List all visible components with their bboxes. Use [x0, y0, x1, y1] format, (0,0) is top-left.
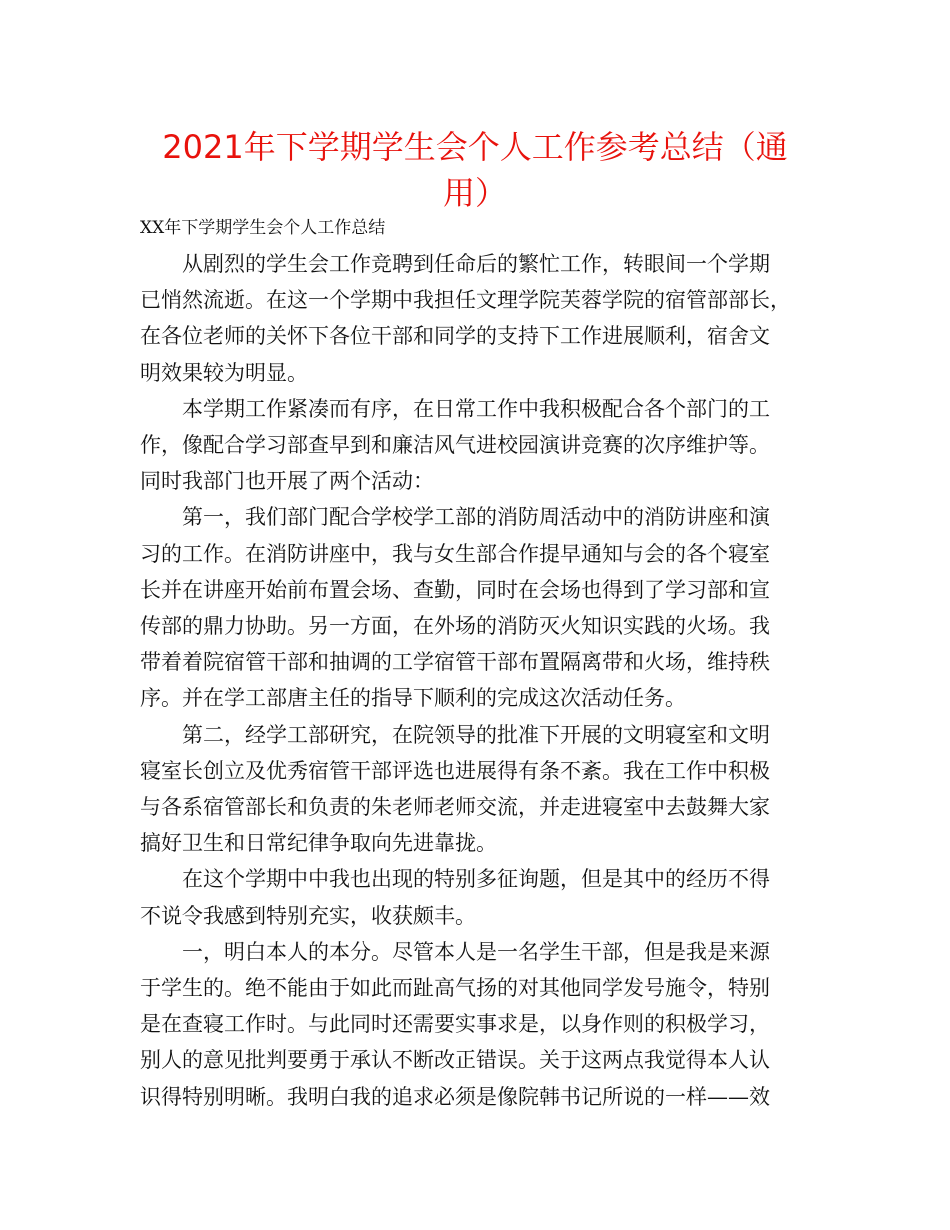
paragraph-line: 长并在讲座开始前布置会场、查勤，同时在会场也得到了学习部和宣	[140, 577, 770, 602]
paragraph-line: 识得特别明晰。我明白我的追求必须是像院韩书记所说的一样——效	[140, 1084, 770, 1109]
paragraph-line: 习的工作。在消防讲座中，我与女生部合作提早通知与会的各个寝室	[140, 541, 770, 566]
paragraph-line: 是在查寝工作时。与此同时还需要实事求是，以身作则的积极学习，	[140, 1012, 770, 1037]
paragraph-line: 在这个学期中中我也出现的特别多征询题，但是其中的经历不得	[182, 867, 770, 892]
paragraph-line: 与各系宿管部长和负责的朱老师老师交流，并走进寝室中去鼓舞大家	[140, 795, 770, 820]
paragraph-line: 不说令我感到特别充实，收获颇丰。	[140, 903, 476, 928]
paragraph-line: 从剧烈的学生会工作竞聘到任命后的繁忙工作，转眼间一个学期	[182, 252, 770, 276]
paragraph-line: 第一，我们部门配合学校学工部的消防周活动中的消防讲座和演	[182, 505, 770, 530]
paragraph-line: 明效果较为明显。	[140, 360, 308, 385]
body-paragraph	[140, 499, 812, 716]
paragraph-line: 别人的意见批判要勇于承认不断改正错误。关于这两点我觉得本人认	[140, 1048, 770, 1073]
body-paragraph	[140, 861, 812, 933]
document-title-line-1: 2021年下学期学生会个人工作参考总结（通	[162, 128, 788, 166]
paragraph-line: 一，明白本人的本分。尽管本人是一名学生干部，但是我是来源	[182, 939, 770, 964]
body-paragraph	[140, 934, 812, 1115]
document-title-line-2: 用）	[442, 174, 507, 212]
body-paragraph	[140, 391, 812, 500]
document-body	[140, 246, 812, 1115]
body-paragraph	[140, 717, 812, 862]
paragraph-line: 本学期工作紧凑而有序，在日常工作中我积极配合各个部门的工	[182, 396, 770, 421]
body-paragraph	[140, 246, 812, 391]
paragraph-line: 第二，经学工部研究，在院领导的批准下开展的文明寝室和文明	[182, 722, 770, 747]
paragraph-line: 带着着院宿管干部和抽调的工学宿管干部布置隔离带和火场，维持秩	[140, 650, 770, 675]
document-subtitle: XX年下学期学生会个人工作总结	[140, 218, 386, 238]
paragraph-line: 序。并在学工部唐主任的指导下顺利的完成这次活动任务。	[140, 686, 686, 711]
paragraph-line: 于学生的。绝不能由于如此而趾高气扬的对其他同学发号施令，特别	[140, 976, 770, 1001]
paragraph-line: 传部的鼎力协助。另一方面，在外场的消防灭火知识实践的火场。我	[140, 614, 770, 639]
paragraph-line: 同时我部门也开展了两个活动：	[140, 469, 434, 494]
paragraph-line: 已悄然流逝。在这一个学期中我担任文理学院芙蓉学院的宿管部部长，	[140, 288, 791, 313]
paragraph-line: 寝室长创立及优秀宿管干部评选也进展得有条不紊。我在工作中积极	[140, 758, 770, 783]
paragraph-line: 作，像配合学习部查早到和廉洁风气进校园演讲竞赛的次序维护等。	[140, 433, 770, 458]
paragraph-line: 搞好卫生和日常纪律争取向先进靠拢。	[140, 831, 497, 856]
paragraph-line: 在各位老师的关怀下各位干部和同学的支持下工作进展顺利，宿舍文	[140, 324, 770, 349]
